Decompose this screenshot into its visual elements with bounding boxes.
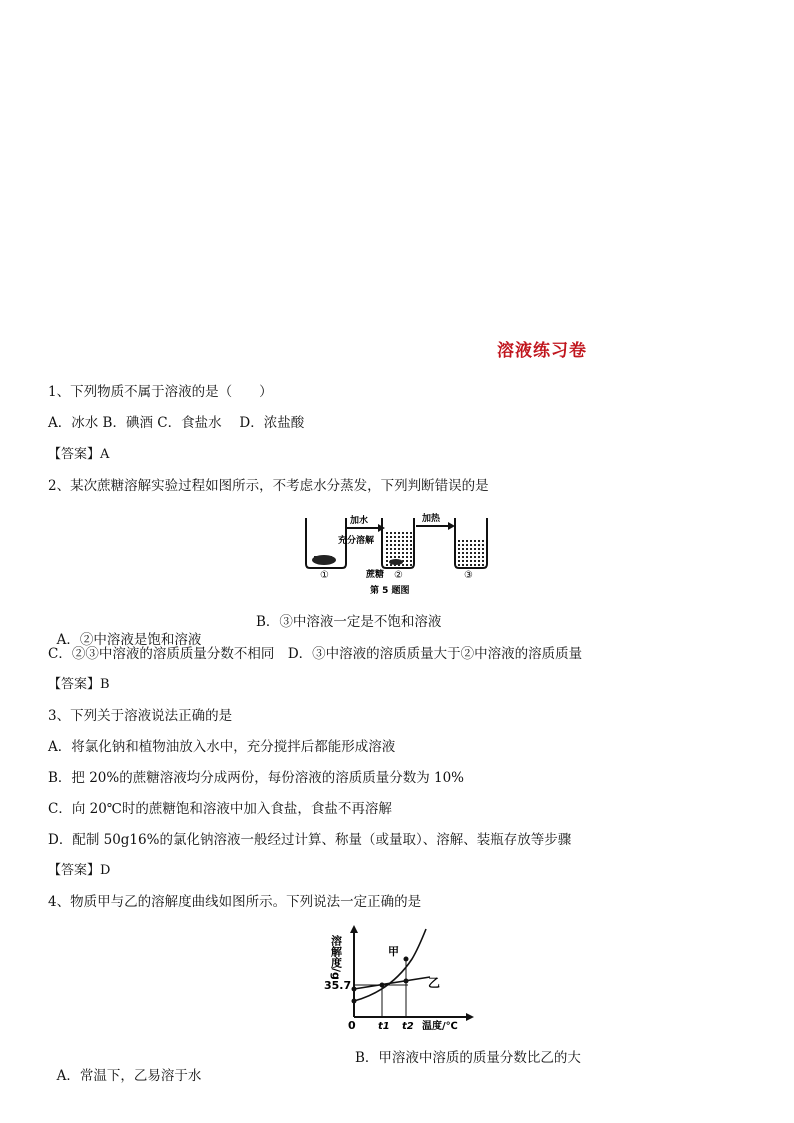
line-yi <box>354 977 430 989</box>
q2-answer: 【答案】B <box>48 677 110 692</box>
q4-option-b: B．甲溶液中溶质的质量分数比乙的大 <box>355 1050 581 1066</box>
label-1: ① <box>320 570 329 581</box>
q2-figure-beakers <box>298 512 503 597</box>
origin-label: 0 <box>348 1019 356 1032</box>
q4-option-row <box>48 1049 581 1103</box>
q2-option-b: B．③中溶液一定是不饱和溶液 <box>256 614 442 630</box>
label-sugar: 蔗糖 <box>366 570 385 580</box>
label-yi: 乙 <box>428 976 441 990</box>
page-title: 溶液练习卷 <box>497 341 587 361</box>
y-axis-label: 溶解度/g <box>329 935 343 980</box>
q3-option-a: A．将氯化钠和植物油放入水中，充分搅拌后都能形成溶液 <box>48 739 396 755</box>
q3-option-d: D．配制 50g16%的氯化钠溶液一般经过计算、称量（或量取）、溶解、装瓶存放等步骤 <box>48 832 572 848</box>
label-2: ② <box>394 570 403 581</box>
figure-caption: 第 5 题图 <box>370 586 410 596</box>
label-heat: 加热 <box>422 514 441 524</box>
q2-option-cd: C．②③中溶液的溶质质量分数不相同 D．③中溶液的溶质质量大于②中溶液的溶质质量 <box>48 646 583 662</box>
t2-label: t2 <box>402 1021 414 1032</box>
label-add-water: 加水 <box>350 516 369 526</box>
x-axis-label: 温度/℃ <box>422 1021 458 1032</box>
beaker-2 <box>382 518 414 568</box>
q2-option-a: A．②中溶液是饱和溶液 <box>56 632 202 648</box>
q3-option-b: B．把 20%的蔗糖溶液均分成两份，每份溶液的溶质质量分数为 10% <box>48 770 465 786</box>
q1-answer: 【答案】A <box>48 447 110 462</box>
curve-jia <box>354 929 426 1001</box>
label-jia: 甲 <box>388 945 399 958</box>
q3-stem: 3、下列关于溶液说法正确的是 <box>48 708 233 724</box>
q4-solubility-chart <box>296 925 481 1035</box>
q1-options: A．冰水 B．碘酒 C．食盐水 D．浓盐酸 <box>48 415 305 431</box>
q2-stem: 2、某次蔗糖溶解实验过程如图所示，不考虑水分蒸发，下列判断错误的是 <box>48 478 489 494</box>
q3-answer: 【答案】D <box>48 863 111 878</box>
label-dissolve: 充分溶解 <box>338 536 375 546</box>
intersection-point <box>380 983 385 988</box>
q4-option-a: A．常温下，乙易溶于水 <box>56 1068 202 1084</box>
q1-stem: 1、下列物质不属于溶液的是（ ） <box>48 384 273 400</box>
q4-stem: 4、物质甲与乙的溶解度曲线如图所示。下列说法一定正确的是 <box>48 894 422 910</box>
t1-label: t1 <box>378 1021 390 1032</box>
q3-option-c: C．向 20℃时的蔗糖饱和溶液中加入食盐，食盐不再溶解 <box>48 801 392 817</box>
label-3: ③ <box>464 570 473 581</box>
value-35-7: 35.7 <box>324 979 352 992</box>
beaker-3 <box>455 518 487 568</box>
